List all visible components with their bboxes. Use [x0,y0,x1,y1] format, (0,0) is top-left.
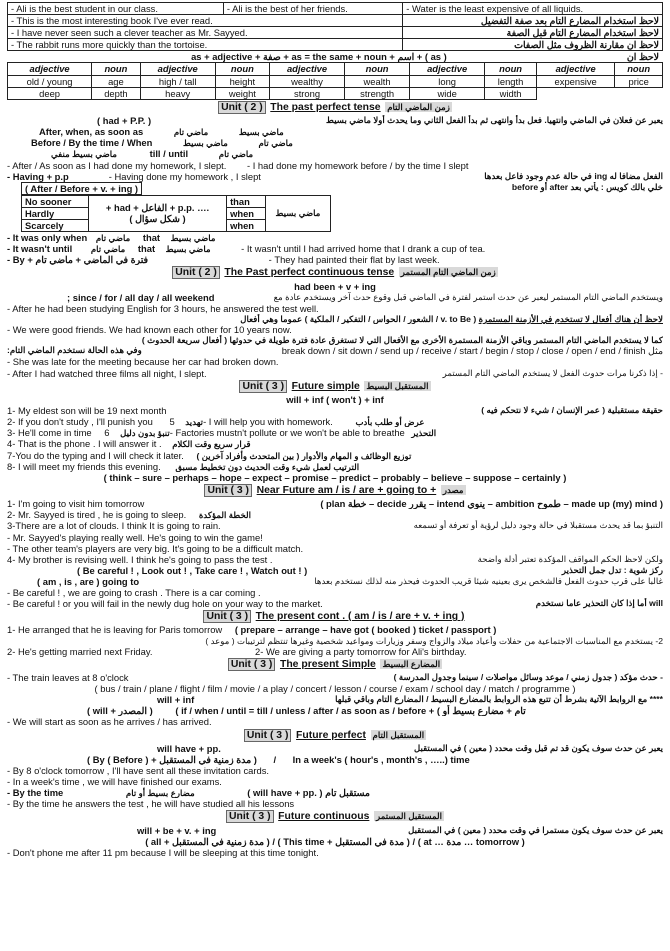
formula: ( if / when / until = till / unless / after / as soon as / before + ( تام + مضارع بسيط أو [175,705,526,717]
table-cell: length [485,75,537,87]
table-cell-ar: لاحظ استخدام المضارع التام بعد صفة التفضيل [403,15,663,27]
example: 5- I will help you with homework. [169,416,333,428]
section-heading-future-continuous [7,810,663,823]
example: 8- I will meet my friends this evening. [7,460,161,472]
keywords: till / until [149,148,189,160]
example: - She was late for the meeting because her car had broken down. [7,356,279,368]
text-line [7,565,663,576]
text-line [7,509,663,520]
example: - We were good friends. We had known each other for 10 years now. [7,324,292,336]
formula: In a week's ( hour's , month's , …..) time [292,753,470,765]
example: 3- He'll come in time [7,427,92,439]
note-ar: ماضي بسيط [170,233,216,244]
note-ar: ماضي تام [173,127,209,138]
keywords: - It wasn't until [7,243,73,255]
as-formula-ar: لاحظ ان [626,51,659,63]
header-cell: noun [215,63,269,75]
text-line [7,126,663,137]
table-cell: than [227,195,266,207]
table-cell: expensive [536,75,614,87]
table-row [8,87,663,99]
keywords: ; since / for / all day / all weekend [67,291,215,303]
text-line [7,148,663,159]
note-ar: **** مع الروابط الآتية بشرط أن تتبع هذه الروابط بالمضارع البسيط / المضارع التام وباقي قبلها [335,694,663,705]
text-line [7,705,663,716]
section-title: Future continuous [278,811,370,823]
table-cell: - I have never seen such a clever teacher as Mr. Sayyed. [8,27,403,39]
formula: will + inf ( won't ) + inf [286,393,384,405]
note-ar: توزيع الوظائف و المهام والأدوار ( بين المتحدث وأفراد آخرين ) [196,450,412,461]
example: - Be careful ! or you will fail in the newly dug hole on your way to the market. [7,598,323,610]
superlative-table [7,2,663,51]
table-row [8,75,663,87]
list-item [7,405,663,416]
note-ar: خلي بالك كويس : يأتي بعد after أو before [511,181,663,192]
unit-label: Unit ( 3 ) [228,658,276,671]
section-title: The present Simple [279,658,376,670]
table-cell-ar: لاحظ استخدام المضارع التام قبل الصفة [403,27,663,39]
verbs-list: break down / sit down / send up / receive / start / begin / stop / close / open / end / finish مثل [281,345,663,357]
header-cell: noun [485,63,537,75]
text-line [7,115,663,126]
note-ar: لاحظ أن هناك أفعال لا تستخدم في الأزمنة المستمرة [478,314,663,325]
header-cell: adjective [536,63,614,75]
table-cell: when [227,207,266,219]
keywords: Before / By the time / When [31,137,153,149]
note-ar: ماضي تام [95,233,131,244]
text-line [7,292,663,303]
table-cell: Scarcely [22,220,89,232]
example: 2- We are giving a party tomorrow for Ali's birthday. [255,645,467,657]
table-header-row [8,63,663,75]
header-cell: adjective [270,63,345,75]
text-line [7,694,663,705]
text-line [7,646,663,657]
text-line [7,787,663,798]
section-title: Future simple [291,380,360,392]
table-cell: heavy [140,87,215,99]
example: 2- If you don't study , I'll punish you [7,416,153,428]
text-line [7,624,663,635]
example: 1- He arranged that he is leaving for Paris tomorrow [7,624,223,636]
note-ar: الترتيب لعمل شيء وقت الحديث دون تخطيط مسبق [175,461,360,472]
example: - After I had watched three films all night, I slept. [7,367,207,379]
example: - After / As soon as I had done my homework, I slept. [7,159,227,171]
table-cell: high / tall [140,75,215,87]
note-ar: تنبؤ بدون دليل [120,428,170,439]
section-heading-future-perfect [7,729,663,742]
keywords: ( am , is , are ) going to [37,575,140,587]
text-line [7,672,663,683]
text-line [7,598,663,609]
keywords: - By + فترة في الماضي + ماضي تام [7,254,149,266]
section-title-ar: مصدر [442,484,464,495]
list-item [7,427,663,438]
header-cell: noun [92,63,141,75]
keywords: ( bus / train / plane / flight / film / movie / a play / concert / lesson / course / exam / school day / match / programme ) [94,683,576,695]
keywords: ( plan خطة – decide يقرر – intend ينوي – ambition طموح – made up (my) mind ) [320,498,663,510]
example: - Be careful ! , we are going to crash . There is a car coming . [7,586,261,598]
note-ar: التحذير [411,428,437,439]
example: - I had done my homework before / by the time I slept [247,159,469,171]
example: 2- Mr. Sayyed is tired , he is going to sleep. [7,509,187,521]
text-line: ( By ( Before ) + مدة زمنية في المستقبل ) / In a week's ( hour's , month's , …..) time [87,753,470,765]
section-title-ar: المستقبل المستمر [375,811,442,822]
unit-label: Unit ( 3 ) [204,484,252,497]
worksheet-page [7,0,663,858]
example: 4- That is the phone . I will answer it . [7,438,162,450]
example: - By 8 o'clock tomorrow , I'll have sent all these invitation cards. [7,764,270,776]
table-cell [615,87,663,99]
table-cell: height [215,75,269,87]
section-title: The Past perfect continuous tense [224,267,395,279]
formula: had been + v + ing [294,280,376,292]
note-ar: ( v. to Be / الشعور / الحواس / التفكير / الملكية ) عموما وهي أفعال [240,314,477,325]
section-title: Future perfect [296,729,366,741]
formula: ( will + المصدر ) [87,705,153,717]
table-cell: deep [8,87,92,99]
text-line [7,254,663,265]
note-ar: ماضي بسيط [165,244,211,255]
section-title-ar: زمن الماضي التام [387,101,450,112]
table-cell: - Ali is the best student in our class. [8,3,224,15]
formula: ( By ( Before ) + مدة زمنية في المستقبل ) [87,753,257,765]
note-ar: التنبؤ بما قد يحدث مستقبلا في حالة وجود دليل لرؤية أو تعرفة أو تسمعه [413,520,663,531]
note-ar: - حدث مؤكد ( جدول زمني / موعد وسائل مواصلات / سينما وجدول المدرسة ) [393,672,663,683]
formula: ( all + مدة زمنية في المستقبل ) / ( This time + مدة في المستقبل ) / ( at … مدة … tomorrow ) [145,835,525,847]
unit-label: Unit ( 2 ) [218,101,266,114]
example: - In a week's time , we will have finished our exams. [7,776,222,788]
text-line [7,554,663,565]
table-cell: - Water is the least expensive of all liquids. [403,3,663,15]
table-cell-ar: لاحظ ان مقارنة الظروف مثل الصفات [403,39,663,51]
note-ar: حقيقة مستقبلية ( عمر الإنسان / شيء لا نتحكم فيه ) [481,405,663,416]
table-cell: wide [410,87,485,99]
example: - After he had been studying English for 3 hours, he answered the test well. [7,302,319,314]
example: 4- My brother is revising well. I think he's going to pass the test . [7,553,273,565]
table-row [8,15,663,27]
as-formula-line [7,51,663,62]
example: 3-There are a lot of clouds. I think It is going to rain. [7,520,221,532]
section-title-ar: المستقبل التام [372,729,425,740]
table-cell: strength [345,87,410,99]
header-cell: noun [615,63,663,75]
note-ar: يعبر عن فعلان في الماضي وانتهيا. فعل بدأ وانتهى ثم بدأ الفعل الثاني وما يحدث أولا ماضي بسيط [326,115,663,126]
example: - The train leaves at 8 o'clock [7,672,129,684]
no-sooner-table [21,195,331,232]
section-heading-past-perfect [7,101,663,114]
section-heading-past-perfect-continuous [7,266,663,279]
note-ar: ركز شوية : تدل جمل التحذير [561,564,663,575]
note-ar: الفعل مضافا له ing في حالة عدم وجود فاعل بعدها [484,170,663,181]
example: - They had painted their flat by last week. [268,254,440,266]
table-cell: weight [215,87,269,99]
table-cell-ar: ماضي بسيط [265,195,330,231]
table-cell: wealthy [270,75,345,87]
table-cell: age [92,75,141,87]
keywords: that [142,232,161,244]
example: - It wasn't until I had arrived home that I drank a cup of tea. [241,243,486,255]
formula: ( شكل سؤال ) [129,213,186,225]
note-ar: تهديد [185,417,204,428]
table-cell: - This is the most interesting book I've ever read. [8,15,403,27]
table-cell: long [410,75,485,87]
unit-label: Unit ( 3 ) [203,610,251,623]
text-line [7,137,663,148]
keywords: that [137,243,156,255]
verbs-list: ( think – sure – perhaps – hope – expect – promise – predict – probably – believe – suppose – certainly ) [103,471,567,483]
note-ar: ماضي تام [218,149,254,160]
table-cell: price [615,75,663,87]
header-cell: noun [345,63,410,75]
note-ar: الخطة المؤكدة [198,510,251,521]
formula: + had + الفاعل + p.p. …. [105,202,210,214]
section-heading-future-simple [7,380,663,393]
table-row [8,39,663,51]
example: 2- He's getting married next Friday. [7,645,153,657]
adjective-noun-table [7,62,663,99]
note-ar: كما لا يستخدم الماضي التام المستمر وباقي الأزمنة المستمرة الأخرى مع الأفعال التي لا تستغرق عادة فترة طويلة في حدوثها ( أفعال سريعة الحدوث ) [141,335,663,346]
table-cell [536,87,614,99]
table-cell: when [227,220,266,232]
note-ar: 2- يستخدم مع المناسبات الاجتماعية من حفلات وأعياد ميلاد والزواج وسفر وزيارات ومواعيد شخصية وغيرها تنتظم لترتيبات ( موعد ) [205,635,663,646]
note-ar: عرض أو طلب بأدب [355,417,425,428]
table-cell: wealth [345,75,410,87]
note-ar: ويستخدم الماضي التام المستمر ليعبر عن حدث استمر لفترة في الماضي قبل وقوع حدث آخر ويستخدم عادة مع [273,291,663,302]
keywords: - By the time [7,787,64,799]
unit-label: Unit ( 3 ) [244,729,292,742]
text-line [7,243,663,254]
section-title-ar: زمن الماضي التام المستمر [400,267,496,278]
text-line [7,160,663,171]
unit-label: Unit ( 3 ) [226,810,274,823]
unit-label: Unit ( 3 ) [239,380,287,393]
note-ar: ماضي تام [258,138,293,149]
example: 7-You do the typing and I will check it later. [7,449,184,461]
list-item [7,416,663,427]
table-row [8,27,663,39]
table-cell: Hardly [22,207,89,219]
section-title: Near Future am / is / are + going to + [256,484,437,496]
example: - By the time he answers the test , he will have studied all his lessons [7,798,295,810]
table-cell: strong [270,87,345,99]
list-item [7,461,663,472]
text-line [7,825,663,836]
unit-label: Unit ( 2 ) [172,266,220,279]
note-ar: ولكن لاحظ الحكم المواقف المؤكدة تعتبر أدلة واضحة [477,553,663,564]
note-ar: ماضي بسيط [182,138,228,149]
example: 1- I'm going to visit him tomorrow [7,498,145,510]
section-title-ar: المضارع البسيط [382,658,441,669]
note-ar: قرار سريع وقت الكلام [172,439,251,450]
keywords: ( Be careful ! , Look out ! , Take care ! , Watch out ! ) [77,564,308,576]
note-ar: ماضي بسيط منفي [51,149,117,160]
table-cell: old / young [8,75,92,87]
text-line [7,171,663,182]
example: 6- Factories mustn't pollute or we won't be able to breathe [104,427,405,439]
text-line [7,498,663,509]
list-item [7,438,663,449]
table-cell: - The rabbit runs more quickly than the tortoise. [8,39,403,51]
keywords: After, when, as soon as [39,126,144,138]
text-line [7,182,663,195]
example: - Mr. Sayyed's playing really well. He's going to win the game! [7,531,263,543]
header-cell: adjective [8,63,92,75]
example: 1- My eldest son will be 19 next month [7,405,167,417]
text-line [7,314,663,324]
text-line [7,345,663,356]
example: - Having done my homework , I slept [108,170,261,182]
table-cell: - Ali is the best of her friends. [223,3,402,15]
text-line [7,232,663,243]
note-ar: will أما إذا كان التحذير عاما نستخدم [535,598,663,609]
table-row [8,3,663,15]
table-cell: width [485,87,537,99]
note-ar: يعبر عن حدث سوف يكون قد تم قبل وقت محدد ( معين ) في المستقبل [413,742,663,753]
formula: will + be + v. + ing [137,824,217,836]
table-row [22,195,331,207]
note-ar: ماضي تام [90,244,126,255]
note-ar: مضارع بسيط أو تام [125,788,195,799]
section-heading-present-continuous [7,610,663,623]
text-line [7,576,663,587]
text-line [7,743,663,754]
section-heading-present-simple [7,658,663,671]
note-ar: ماضي بسيط [238,127,284,138]
example: - Don't phone me after 11 pm because I will be sleeping at this time tonight. [7,846,319,858]
note-ar: - إذا ذكرنا مرات حدوث الفعل لا يستخدم الماضي التام المستمر [442,367,663,378]
keywords: ( prepare – arrange – have got ( booked ) ticket / passport ) [234,624,497,636]
formula: ( had + P.P. ) [97,115,152,127]
formula-box: ( After / Before + v. + ing ) [21,182,142,195]
table-cell [88,195,226,231]
section-title: The past perfect tense [270,101,381,113]
section-heading-near-future [7,484,663,497]
text-line [7,368,663,379]
section-title: The present cont . ( am / is / are + v. + ing ) [255,611,465,623]
section-title-ar: المستقبل البسيط [366,380,429,391]
table-cell: No sooner [22,195,89,207]
keywords: - It was only when [7,232,88,244]
formula: will have + pp. [157,742,221,754]
example: - We will start as soon as he arrives / has arrived. [7,716,212,728]
note-ar: غالبا على قرب حدوث الفعل فالشخص يرى بعينيه شيئا قريب الحدوث فيحذر منه لذلك نستخدم بعدها [314,575,663,586]
note-ar: يعبر عن حدث سوف يكون مستمرا في وقت محدد ( معين ) في المستقبل [408,824,663,835]
formula: ( will have + pp. ) مستقبل تام [247,787,370,799]
keywords: will + inf [157,694,195,706]
table-cell: depth [92,87,141,99]
header-cell: adjective [140,63,215,75]
example: - The other team's players are very big. It's going to be a difficult match. [7,542,304,554]
keywords: - Having + p.p [7,170,69,182]
header-cell: adjective [410,63,485,75]
note-ar: وفي هذه الحالة نستخدم الماضي التام: [7,345,142,356]
list-item [7,450,663,461]
text-line [7,520,663,531]
as-formula: as + adjective + صفة + as = the same + noun + اسم + ( as ) [191,51,447,63]
